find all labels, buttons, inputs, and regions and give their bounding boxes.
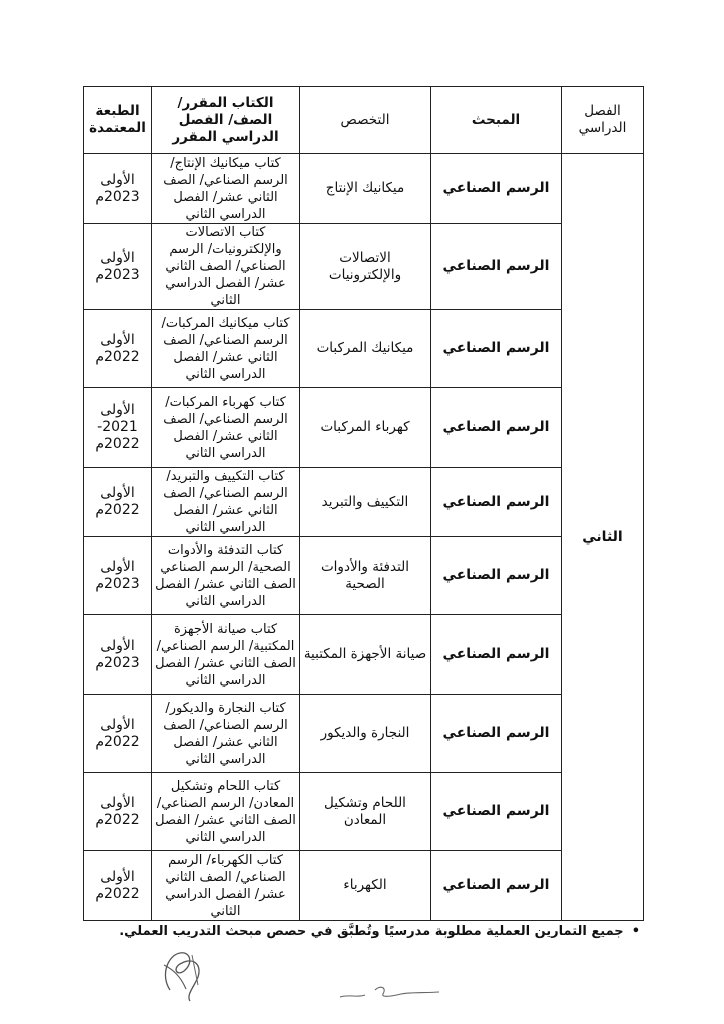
header-row xyxy=(84,87,644,154)
subject-cell: الرسم الصناعي xyxy=(431,388,562,468)
book-cell: كتاب اللحام وتشكيل المعادن/ الرسم الصناعي/ الصف الثاني عشر/ الفصل الدراسي الثاني xyxy=(152,773,300,851)
table-row xyxy=(84,773,644,851)
table-row xyxy=(84,224,644,310)
book-cell: كتاب التكييف والتبريد/ الرسم الصناعي/ الصف الثاني عشر/ الفصل الدراسي الثاني xyxy=(152,468,300,537)
table-row xyxy=(84,851,644,921)
footnote xyxy=(60,924,640,939)
specialization-cell: ميكانيك المركبات xyxy=(300,310,431,388)
specialization-cell: ميكانيك الإنتاج xyxy=(300,154,431,224)
subject-cell: الرسم الصناعي xyxy=(431,537,562,615)
edition-cell: الأولى 2022م xyxy=(84,310,152,388)
specialization-cell: الكهرباء xyxy=(300,851,431,921)
term-cell: الثاني xyxy=(562,154,644,921)
edition-cell: الأولى 2023م xyxy=(84,615,152,695)
specialization-cell: النجارة والديكور xyxy=(300,695,431,773)
table-row xyxy=(84,615,644,695)
book-cell: كتاب التدفئة والأدوات الصحية/ الرسم الصناعي الصف الثاني عشر/ الفصل الدراسي الثاني xyxy=(152,537,300,615)
header-book: الكتاب المقرر/ الصف/ الفصل الدراسي المقرر xyxy=(152,87,300,154)
edition-cell: الأولى 2023م xyxy=(84,537,152,615)
initials-icon xyxy=(335,982,445,1007)
subject-cell: الرسم الصناعي xyxy=(431,310,562,388)
edition-cell: الأولى 2022م xyxy=(84,695,152,773)
subject-cell: الرسم الصناعي xyxy=(431,468,562,537)
specialization-cell: كهرباء المركبات xyxy=(300,388,431,468)
edition-cell: الأولى 2023م xyxy=(84,224,152,310)
book-cell: كتاب ميكانيك الإنتاج/ الرسم الصناعي/ الصف الثاني عشر/ الفصل الدراسي الثاني xyxy=(152,154,300,224)
subject-cell: الرسم الصناعي xyxy=(431,615,562,695)
edition-cell: الأولى 2021-2022م xyxy=(84,388,152,468)
specialization-cell: اللحام وتشكيل المعادن xyxy=(300,773,431,851)
specialization-cell: صيانة الأجهزة المكتبية xyxy=(300,615,431,695)
curriculum-table xyxy=(83,86,644,921)
header-edition: الطبعة المعتمدة xyxy=(84,87,152,154)
specialization-cell: التكييف والتبريد xyxy=(300,468,431,537)
table-row xyxy=(84,310,644,388)
edition-cell: الأولى 2022م xyxy=(84,851,152,921)
header-subject: المبحث xyxy=(431,87,562,154)
subject-cell: الرسم الصناعي xyxy=(431,154,562,224)
edition-cell: الأولى 2023م xyxy=(84,154,152,224)
book-cell: كتاب صيانة الأجهزة المكتبية/ الرسم الصناعي/ الصف الثاني عشر/ الفصل الدراسي الثاني xyxy=(152,615,300,695)
book-cell: كتاب الكهرباء/ الرسم الصناعي/ الصف الثاني عشر/ الفصل الدراسي الثاني xyxy=(152,851,300,921)
table-row xyxy=(84,537,644,615)
table-row xyxy=(84,154,644,224)
edition-cell: الأولى 2022م xyxy=(84,773,152,851)
table-row xyxy=(84,468,644,537)
book-cell: كتاب الاتصالات والإلكترونيات/ الرسم الصناعي/ الصف الثاني عشر/ الفصل الدراسي الثاني xyxy=(152,224,300,310)
specialization-cell: الاتصالات والإلكترونيات xyxy=(300,224,431,310)
specialization-cell: التدفئة والأدوات الصحية xyxy=(300,537,431,615)
footnote-text: جميع التمارين العملية مطلوبة مدرسيًا وتُطبَّق في حصص مبحث التدريب العملي. xyxy=(119,924,624,939)
bullet-icon: • xyxy=(631,924,640,939)
table-row xyxy=(84,388,644,468)
header-term: الفصل الدراسي xyxy=(562,87,644,154)
table-row xyxy=(84,695,644,773)
signature-icon xyxy=(150,945,220,1005)
subject-cell: الرسم الصناعي xyxy=(431,773,562,851)
book-cell: كتاب كهرباء المركبات/ الرسم الصناعي/ الصف الثاني عشر/ الفصل الدراسي الثاني xyxy=(152,388,300,468)
edition-cell: الأولى 2022م xyxy=(84,468,152,537)
subject-cell: الرسم الصناعي xyxy=(431,224,562,310)
subject-cell: الرسم الصناعي xyxy=(431,851,562,921)
book-cell: كتاب النجارة والديكور/ الرسم الصناعي/ الصف الثاني عشر/ الفصل الدراسي الثاني xyxy=(152,695,300,773)
subject-cell: الرسم الصناعي xyxy=(431,695,562,773)
header-specialization: التخصص xyxy=(300,87,431,154)
book-cell: كتاب ميكانيك المركبات/ الرسم الصناعي/ الصف الثاني عشر/ الفصل الدراسي الثاني xyxy=(152,310,300,388)
